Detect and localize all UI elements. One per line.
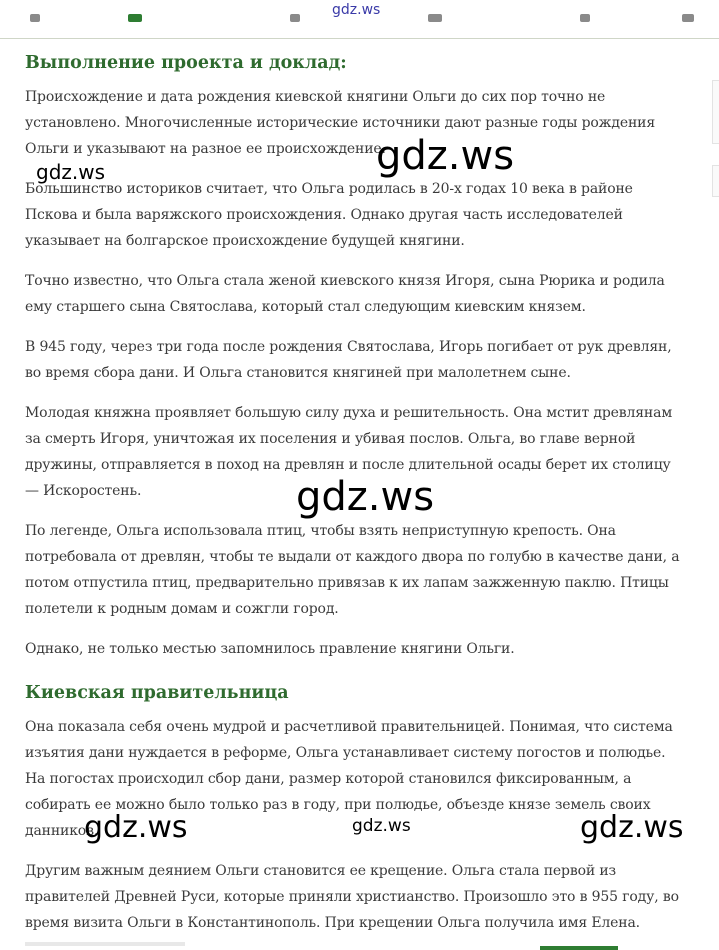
bottom-accent-bar [540, 946, 618, 950]
side-panel-edge [712, 80, 719, 144]
paragraph: Другим важным деянием Ольги становится ее крещение. Ольга стала первой из правителей Древней Руси, которые приняли христианство. Произошло это в 955 году, во время визита Ольги в Константинополь. При крещении Ольга получила имя Елена. [25, 863, 679, 931]
watermark: gdz.ws [352, 816, 411, 836]
watermark: gdz.ws [376, 133, 515, 179]
nav-item-active[interactable] [128, 14, 142, 22]
nav-item[interactable] [290, 14, 300, 22]
watermark: gdz.ws [580, 810, 684, 845]
section-heading-ruler: Киевская правительница [25, 683, 289, 703]
paragraph: По легенде, Ольга использовала птиц, чтобы взять неприступную крепость. Она потребовала от древлян, чтобы те выдали от каждого двора по голубю в качестве дани, а потом отпустила птиц, предварительно привязав к их лапам зажженную паклю. Птицы полетели к родным домам и сожгли город. [25, 523, 680, 617]
watermark: gdz.ws [84, 810, 188, 845]
watermark-top: gdz.ws [332, 2, 381, 18]
paragraph: Происхождение и дата рождения киевской княгини Ольги до сих пор точно не установлено. Многочисленные исторические источники дают разные годы рождения Ольги и указывают на разное ее происхождение. [25, 89, 656, 157]
paragraph: Молодая княжна проявляет большую силу духа и решительность. Она мстит древлянам за смерть Игоря, уничтожая их поселения и убивая послов. Ольга, во главе верной дружины, отправляется в поход на древлян и после длительной осады берет их столицу — Искоростень. [25, 405, 673, 499]
watermark: gdz.ws [36, 160, 106, 184]
side-panel-edge [712, 165, 719, 197]
cut-off-text-line [25, 942, 185, 946]
paragraph: Точно известно, что Ольга стала женой киевского князя Игоря, сына Рюрика и родила ему старшего сына Святослава, который стал следующим киевским князем. [25, 273, 665, 315]
nav-item[interactable] [580, 14, 590, 22]
section-heading-project: Выполнение проекта и доклад: [25, 53, 347, 73]
nav-item[interactable] [682, 14, 694, 22]
nav-item[interactable] [428, 14, 442, 22]
paragraph: Однако, не только местью запомнилось правление княгини Ольги. [25, 641, 515, 657]
paragraph: Большинство историков считает, что Ольга родилась в 20-х годах 10 века в районе Пскова и была варяжского происхождения. Однако другая часть исследователей указывает на болгарское происхождение будущей княгини. [25, 181, 633, 249]
paragraph: В 945 году, через три года после рождения Святослава, Игорь погибает от рук древлян, во время сбора дани. И Ольга становится княгиней при малолетнем сыне. [25, 339, 672, 381]
nav-item[interactable] [30, 14, 40, 22]
paragraph: Она показала себя очень мудрой и расчетливой правительницей. Понимая, что система изъятия дани нуждается в реформе, Ольга устанавливает систему погостов и полюдье. На погостах происходил сбор дани, размер которой становился фиксированным, а собирать ее можно было только раз в году, при полюдье, объезде князе земель своих данников. [25, 719, 673, 839]
watermark: gdz.ws [296, 474, 435, 520]
